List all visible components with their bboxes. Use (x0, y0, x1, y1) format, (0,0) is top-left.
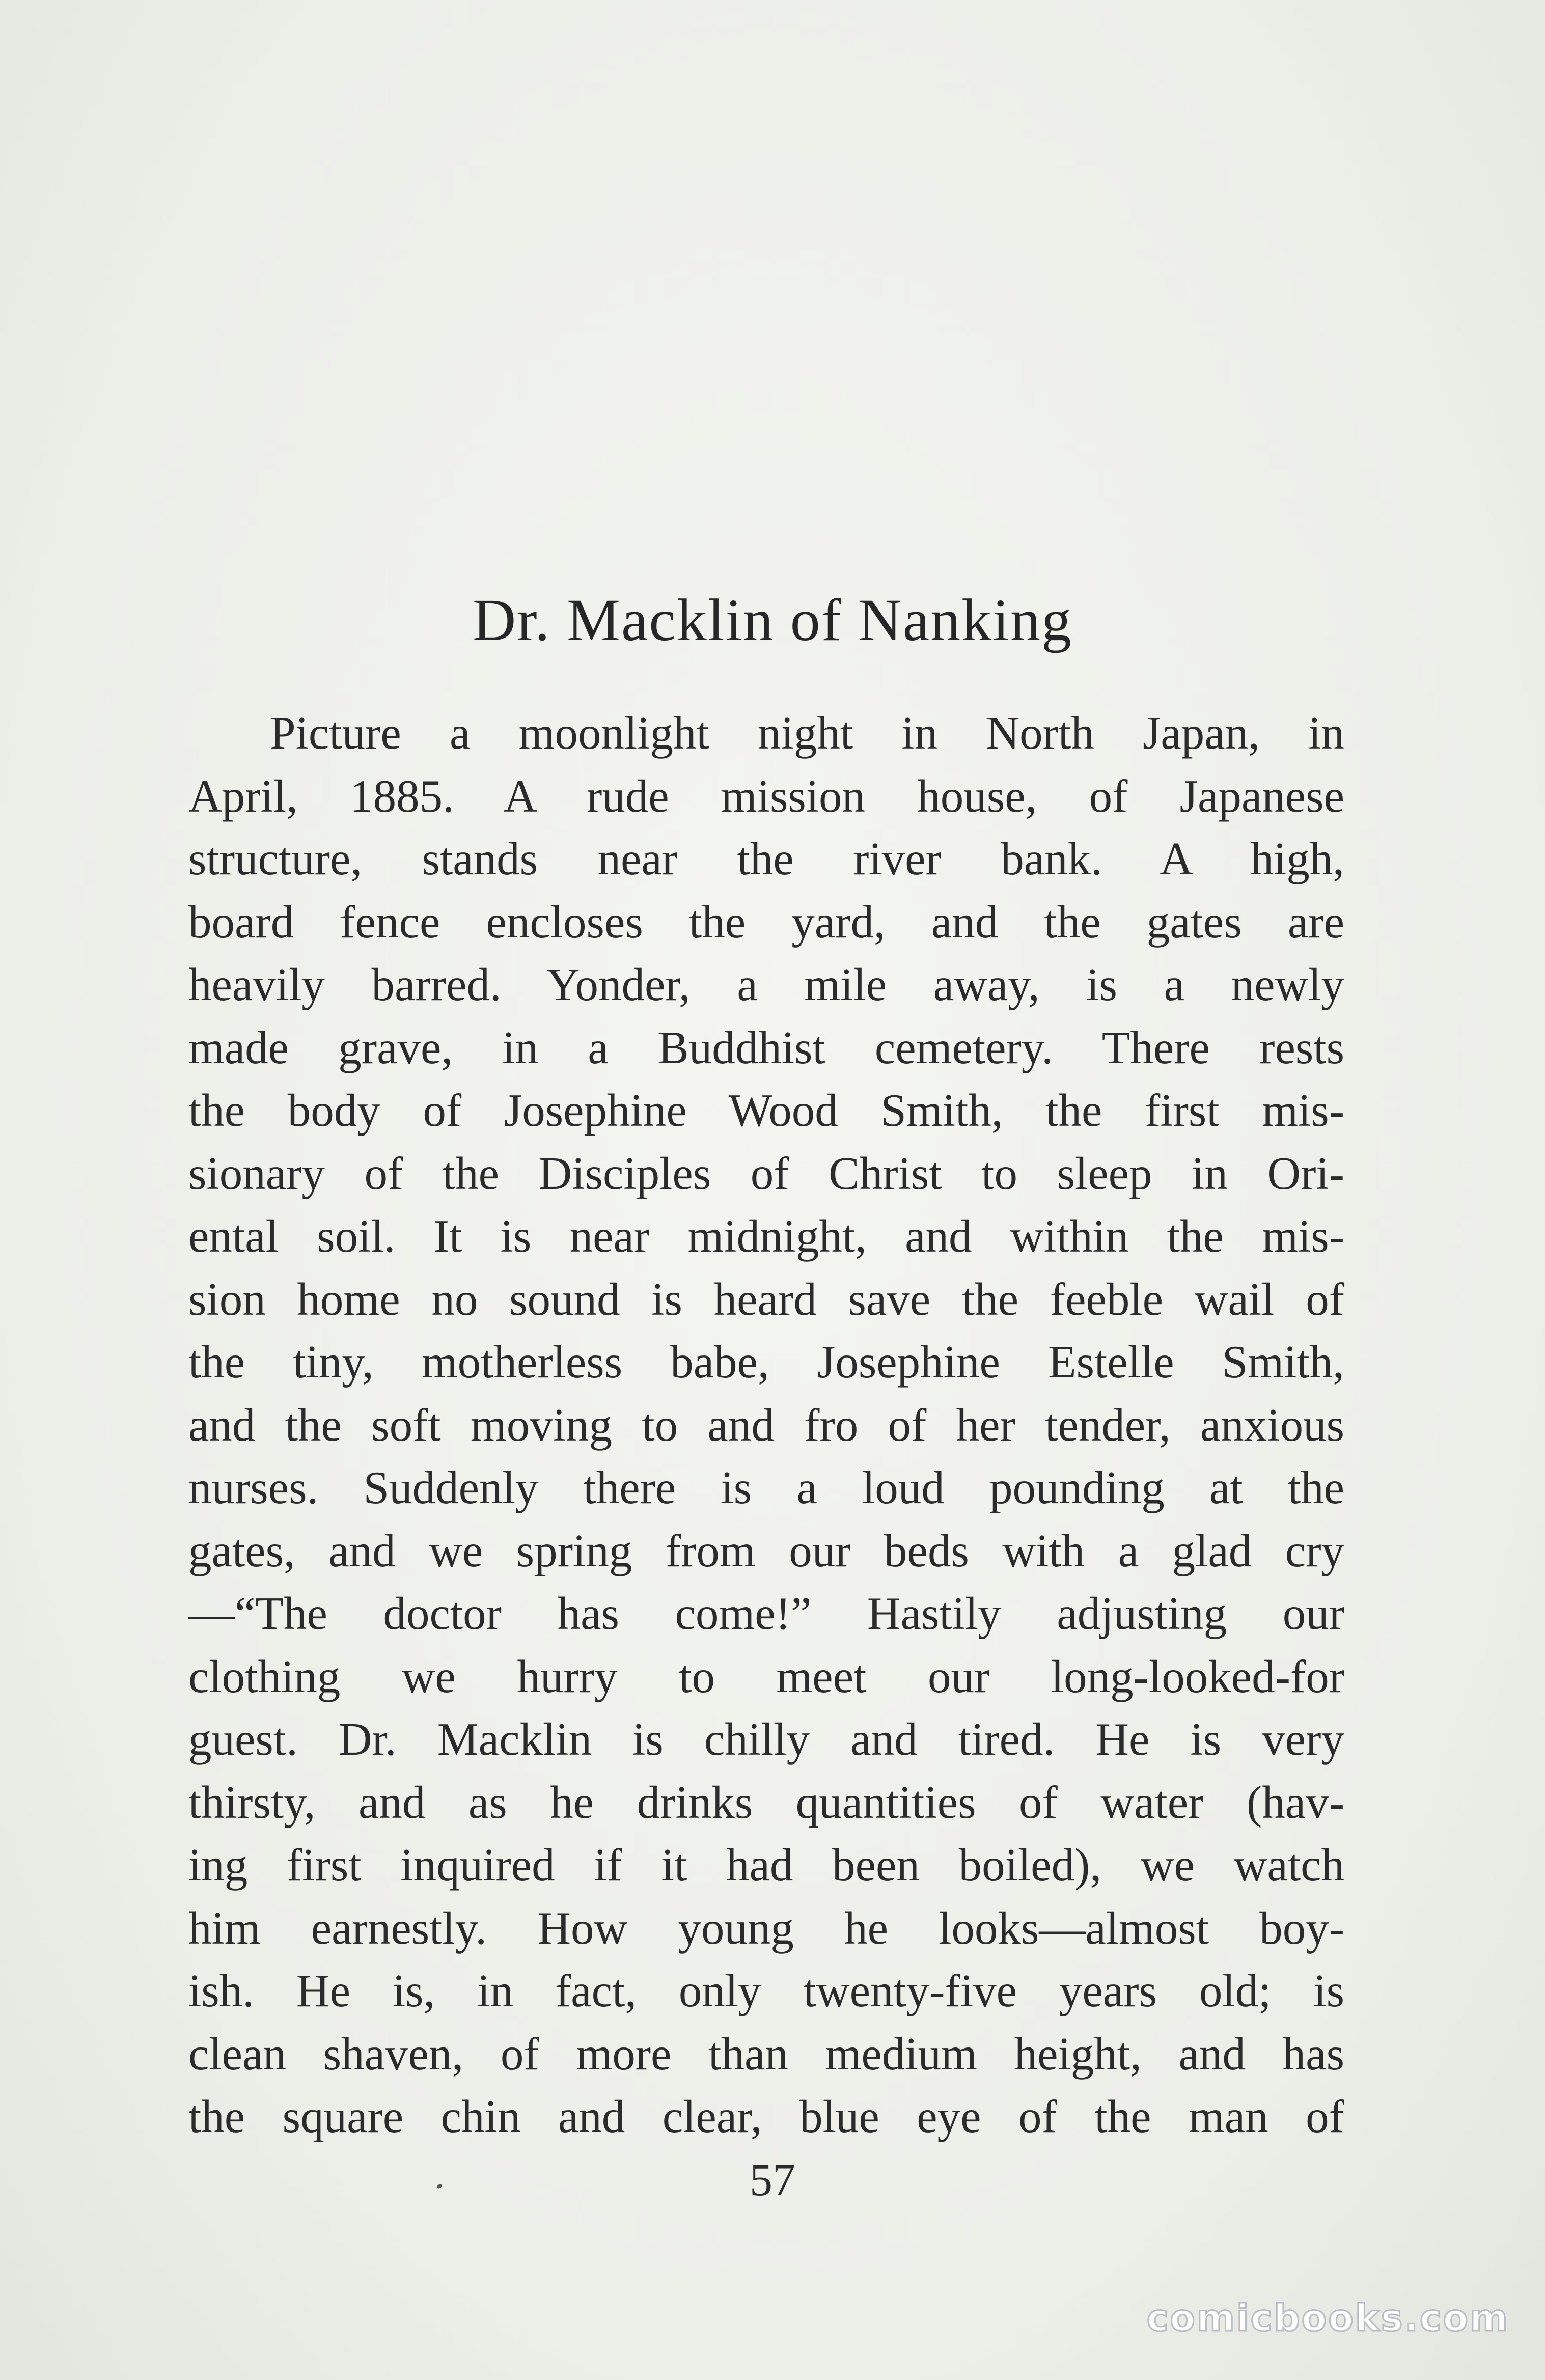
text-line: ental soil. It is near midnight, and within the mis- (188, 1210, 1344, 1262)
text-line: him earnestly. How young he looks—almost boy- (188, 1902, 1344, 1954)
text-line: sion home no sound is heard save the feeble wail of (188, 1273, 1344, 1325)
text-line: board fence encloses the yard, and the gates are (188, 896, 1344, 948)
text-line: made grave, in a Buddhist cemetery. There rests (188, 1021, 1344, 1073)
text-line: guest. Dr. Macklin is chilly and tired. He is very (188, 1713, 1344, 1765)
text-line: the square chin and clear, blue eye of the man of (188, 2091, 1344, 2142)
text-line: nurses. Suddenly there is a loud pounding at the (188, 1462, 1344, 1513)
text-line: ing first inquired if it had been boiled), we watch (188, 1839, 1344, 1891)
chapter-title: Dr. Macklin of Nanking (473, 587, 1072, 653)
text-line: structure, stands near the river bank. A high, (188, 833, 1344, 884)
text-line: clothing we hurry to meet our long-looked-for (188, 1650, 1344, 1702)
body-text (188, 702, 1344, 2148)
text-line: clean shaven, of more than medium height, and has (188, 2028, 1344, 2080)
page-number: 57 (750, 2155, 795, 2205)
text-line: April, 1885. A rude mission house, of Japanese (188, 770, 1344, 822)
text-line: and the soft moving to and fro of her tender, anxious (188, 1399, 1344, 1451)
text-line: sionary of the Disciples of Christ to sleep in Ori- (188, 1147, 1344, 1199)
text-line: the tiny, motherless babe, Josephine Estelle Smith, (188, 1336, 1344, 1388)
text-line: Picture a moonlight night in North Japan, in (270, 707, 1344, 759)
text-line: the body of Josephine Wood Smith, the first mis- (188, 1085, 1344, 1136)
watermark-logo: comicbooks.com (1146, 2296, 1509, 2339)
text-line: ish. He is, in fact, only twenty-five years old; is (188, 1965, 1344, 2016)
text-line: gates, and we spring from our beds with a glad cry (188, 1525, 1344, 1576)
text-line: —“The doctor has come!” Hastily adjusting our (188, 1588, 1344, 1639)
text-line: heavily barred. Yonder, a mile away, is a newly (188, 959, 1344, 1010)
text-line: thirsty, and as he drinks quantities of water (hav- (188, 1776, 1344, 1828)
